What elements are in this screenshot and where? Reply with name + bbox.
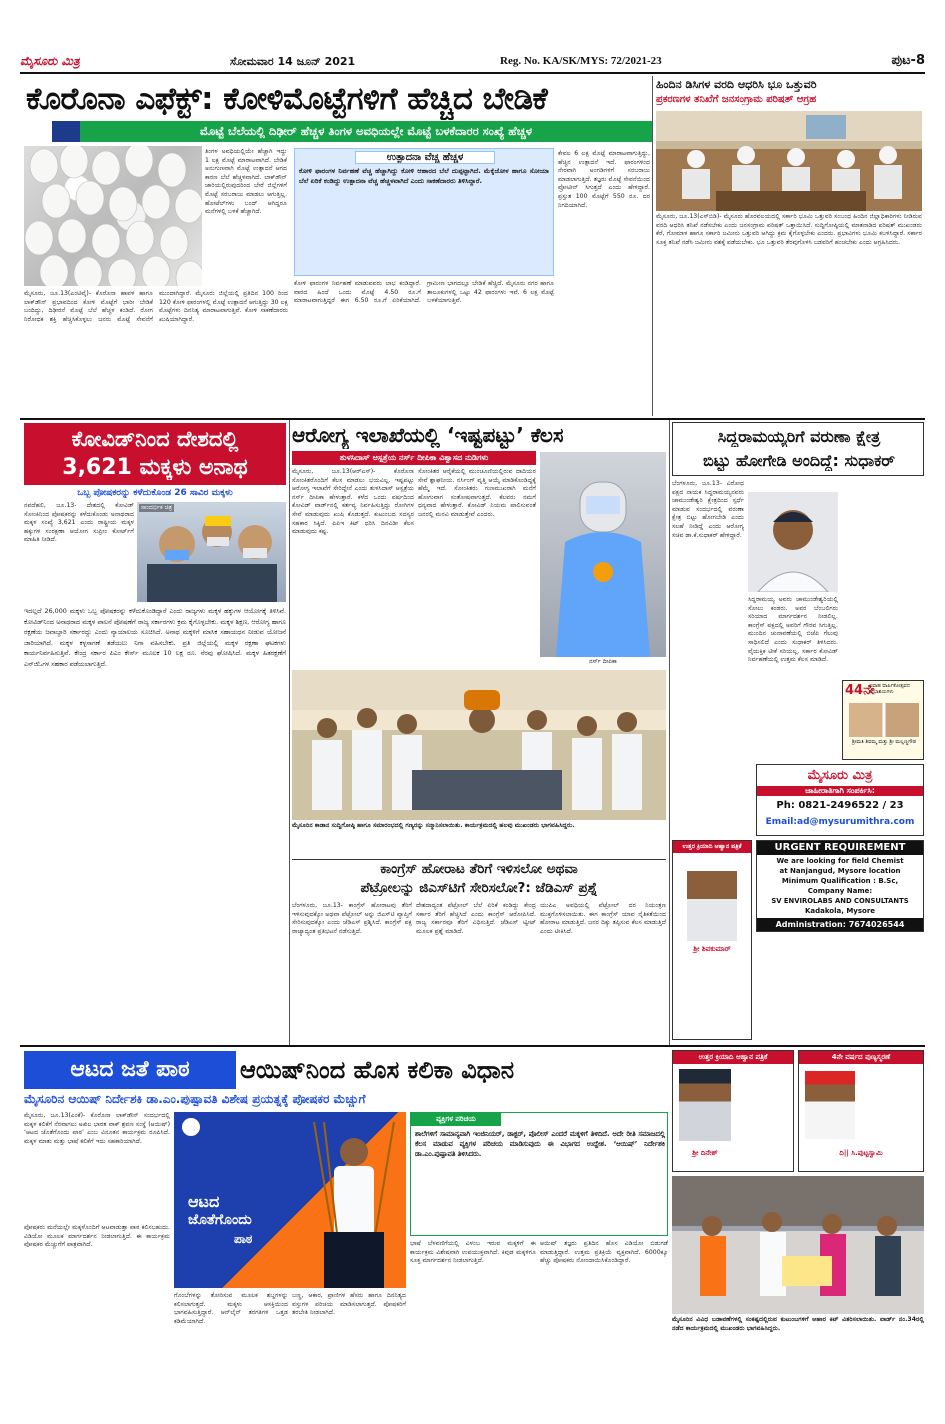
ayush-col5: ಆಯಿಷ್ ತಜ್ಞರು ಪ್ರತಿದಿನ ಹೊಸ ವಿಡಿಯೋ ಬಿಡುಗಡೆ ಮಾಡುತ್ತಿದ್ದಾರೆ. ಉತ್ತಮ ಪ್ರತಿಕ್ರಿಯೆ ವ್ಯಕ್ತವಾಗಿದೆ. 6000ಕ್ಕೂ ಹೆಚ್ಚು ಪೋಷಕರು ನೋಂದಾಯಿಸಿಕೊಂಡಿದ್ದಾರೆ. bbox=[540, 1240, 668, 1265]
top-col4: ಕೇವಲ 6 ಲಕ್ಷ ಮೊಟ್ಟೆ ಮಾರಾಟವಾಗುತ್ತಿದ್ದು, ಹೆಚ್ಚಿನ ಉತ್ಪಾದನೆ ಇದೆ. ಫಾರಂಗಳಿಂದ ನೇರವಾಗಿ ಅಂಗಡಿಗಳಿಗೆ ಸರಬರಾಜು ಮಾಡಲಾಗುತ್ತಿದೆ. ತಜ್ಞರು ಮೊಟ್ಟೆ ಸೇವನೆಯಿಂದ ಪ್ರೋಟೀನ್ ಸಿಗುತ್ತದೆ ಎಂದು ಹೇಳಿದ್ದಾರೆ. ಪ್ರಸ್ತುತ 100 ಮೊಟ್ಟೆಗೆ 550 ರೂ. ದರ ನಿಗದಿಯಾಗಿದೆ. bbox=[558, 150, 650, 209]
poster-emblem bbox=[182, 1118, 200, 1136]
ayush-col3: ಬಣ್ಣ, ಆಕಾರ, ಪ್ರಾಣಿಗಳ ಹೆಸರು ಹಾಗೂ ದಿನನಿತ್ಯದ ವಸ್ತುಗಳ ಪರಿಚಯ ಮಾಡಿಸಲಾಗುತ್ತದೆ. ಪೋಷಕರಿಗೆ ತರಬೇತಿ ನೀಡಲಾಗಿದೆ. bbox=[292, 1292, 406, 1317]
obit3-title: 4ನೇ ವರ್ಷದ ಪುಣ್ಯಸ್ಮರಣೆ bbox=[799, 1051, 923, 1064]
poster-text1: ಆಟದ bbox=[188, 1192, 220, 1211]
siddu-col2: ಸಿದ್ದರಾಮಯ್ಯ ಅವರು ಚಾಮುಂಡೇಶ್ವರಿಯಲ್ಲಿ ಸೋಲು ಕಂಡರು. ಅವರ ಬೆಂಬಲಿಗರು ಸರಿಯಾದ ಮಾರ್ಗದರ್ಶನ ನೀಡಲಿಲ್ಲ. ಕಾಂಗ್ರೆಸ್ ಪಕ್ಷದಲ್ಲಿ ಅವರಿಗೆ ಗೌರವ ಸಿಗುತ್ತಿಲ್ಲ. ಮುಂದಿನ ಚುನಾವಣೆಯಲ್ಲಿ ಬಿಜೆಪಿ ಗೆಲುವು ಸಾಧಿಸಲಿದೆ ಎಂದು ಸುಧಾಕರ್ ತಿಳಿಸಿದರು. ವೈಯಕ್ತಿಕ ಟೀಕೆ ಸರಿಯಲ್ಲ. ಸರ್ಕಾರ ಕೋವಿಡ್ ನಿರ್ವಹಣೆಯಲ್ಲಿ ಉತ್ತಮ ಕೆಲಸ ಮಾಡಿದೆ. bbox=[748, 596, 838, 664]
nurse-caption: ನರ್ಸ್ ದೀಪಿಕಾ bbox=[589, 658, 617, 665]
children-photo bbox=[137, 502, 286, 602]
orphans-headline-box bbox=[24, 423, 286, 485]
ayush-sub: ಮೈಸೂರಿನ ಆಯಿಷ್ ನಿರ್ದೇಶಕಿ ಡಾ.ಎಂ.ಪುಷ್ಪಾವತಿ ವಿಶೇಷ ಪ್ರಯತ್ನಕ್ಕೆ ಪೋಷಕರ ಮೆಚ್ಚುಗೆ bbox=[24, 1092, 366, 1106]
relief-illustration bbox=[672, 1176, 924, 1314]
rule-congress bbox=[292, 859, 666, 860]
ad-obit2 bbox=[672, 1050, 794, 1172]
profile-title: ವ್ಯಕ್ತಿಗಳ ಪರಿಚಯ bbox=[411, 1113, 501, 1126]
poster-text2: ಜೊತೆಗೊಂದು bbox=[188, 1212, 252, 1228]
children-illustration bbox=[137, 502, 286, 602]
congress-headline2: ಪೆಟ್ರೋಲನ್ನು ಜಿಎಸ್‌ಟಿಗೆ ಸೇರಿಸಲೋ?: ಜೆಡಿಎಸ್ ಪ್ರಶ್ನೆ bbox=[360, 880, 598, 896]
masthead-page: ಪುಟ-8 bbox=[891, 53, 925, 68]
obit2-photo bbox=[679, 1069, 731, 1141]
ad-anniversary bbox=[842, 680, 924, 760]
divider-siddu bbox=[669, 420, 670, 1045]
event-photo bbox=[292, 670, 666, 820]
ayush-poster bbox=[174, 1112, 406, 1288]
siddu-headline-box bbox=[672, 422, 924, 476]
masthead-date: ಸೋಮವಾರ 14 ಜೂನ್ 2021 bbox=[230, 55, 356, 68]
anniversary-names: ಶ್ರೀಮತಿ ಶಿವಮ್ಮ ಮತ್ತು ಶ್ರೀ ಮಲ್ಲಣ್ಣಗೌಡ bbox=[852, 739, 916, 745]
children-photo-caption: ಸಾಂದರ್ಭಿಕ ಚಿತ್ರ bbox=[141, 504, 173, 511]
congress-headline1: ಕಾಂಗ್ರೆಸ್ ಹೋರಾಟ ತೆರಿಗೆ ಇಳಿಸಲೋ ಅಥವಾ bbox=[380, 861, 578, 877]
recruit-l3: Minimum Qualification : B.Sc, bbox=[781, 877, 899, 885]
divider-orphans bbox=[289, 420, 290, 1045]
recruit-title: URGENT REQUIREMENT bbox=[757, 841, 923, 855]
event-illustration bbox=[292, 670, 666, 820]
eggs-illustration bbox=[24, 146, 202, 286]
orphans-headline1: ಕೋವಿಡ್‌ನಿಂದ ದೇಶದಲ್ಲಿ bbox=[71, 427, 239, 451]
anniversary-couple bbox=[849, 703, 919, 737]
obit3-photo bbox=[805, 1071, 855, 1139]
orphans-text1: ನವದೆಹಲಿ, ಜೂ.13- ದೇಶದಲ್ಲಿ ಕೋವಿಡ್ ಸೋಂಕಿನಿಂದ ಪೋಷಕರನ್ನು ಕಳೆದುಕೊಂಡು ಅನಾಥರಾದ ಮಕ್ಕಳ ಸಂಖ್ಯೆ 3,621 ಎಂದು ರಾಷ್ಟ್ರೀಯ ಮಕ್ಕಳ ಹಕ್ಕುಗಳ ಸಂರಕ್ಷಣಾ ಆಯೋಗ ಸುಪ್ರೀಂ ಕೋರ್ಟ್‌ಗೆ ಮಾಹಿತಿ ನೀಡಿದೆ. bbox=[24, 502, 134, 544]
ayush-col4: ಭಾಷೆ ಬೆಳವಣಿಗೆಯಲ್ಲಿ ವಿಳಂಬ ಇರುವ ಮಕ್ಕಳಿಗೆ ಈ ಕಾರ್ಯಕ್ರಮ ವಿಶೇಷವಾಗಿ ಉಪಯುಕ್ತವಾಗಿದೆ. ಕಿವುಡ ಮಕ್ಕಳಿಗೂ ಸೂಕ್ತ ಮಾರ್ಗದರ್ಶನ ನೀಡಲಾಗುತ್ತಿದೆ. bbox=[410, 1240, 536, 1265]
top-headline: ಕೊರೊನಾ ಎಫೆಕ್ಟ್: ಕೋಳಿಮೊಟ್ಟೆಗಳಿಗೆ ಹೆಚ್ಚಿದ ಬೇಡಿಕೆ bbox=[26, 81, 548, 117]
orphans-sub: ಒಬ್ಬ ಪೋಷಕರನ್ನು ಕಳೆದುಕೊಂಡ 26 ಸಾವಿರ ಮಕ್ಕಳು bbox=[77, 488, 233, 498]
masthead-logo: ಮೈಸೂರು ಮಿತ್ರ bbox=[20, 54, 80, 68]
right-text: ಮೈಸೂರು, ಜೂ.13(ಎಸ್‌ಬಿಡಿ)- ಮೈಸೂರು ಹೊರವಲಯದಲ್ಲಿ ಸರ್ಕಾರಿ ಭೂಮಿ ಒತ್ತುವರಿ ಸಂಬಂಧ ಹಿಂದಿನ ಜಿಲ್ಲಾಧಿಕಾರಿಗಳು ನೀಡಿರುವ ವರದಿ ಆಧರಿಸಿ ತನಿಖೆ ನಡೆಸಬೇಕು ಎಂದು ಜನಸಂಗ್ರಾಮ ಪರಿಷತ್ ಒತ್ತಾಯಿಸಿದೆ. ಸುದ್ದಿಗೋಷ್ಠಿಯಲ್ಲಿ ಮಾತನಾಡಿದ ಪರಿಷತ್ ಮುಖಂಡರು ಕೆರೆ, ಗೋಮಾಳ ಹಾಗೂ ಸರ್ಕಾರಿ ಜಮೀನು ಒತ್ತುವರಿ ಆಗಿದ್ದು ಕ್ರಮ ಕೈಗೊಳ್ಳಬೇಕು ಎಂದರು. ಪ್ರಭಾವಿಗಳು ಭೂಮಿ ಕಬಳಿಸಿದ್ದಾರೆ. ಸರ್ಕಾರ ಸೂಕ್ತ ತನಿಖೆ ನಡೆಸಿ ಜಮೀನು ವಶಕ್ಕೆ ಪಡೆಯಬೇಕು. ಭೂ ಒತ್ತುವರಿ ತೆರವುಗೊಳಿಸಿ ಬಡವರಿಗೆ ಹಂಚಬೇಕು ಎಂದು ಆಗ್ರಹಿಸಿದರು. bbox=[656, 213, 922, 246]
masthead bbox=[20, 52, 925, 74]
recruit-l7: Administration: 7674026544 bbox=[757, 918, 923, 932]
ad-mitra-phone: Ph: 0821-2496522 / 23 bbox=[776, 800, 904, 811]
top-col3: ಕೋಳಿ ಫಾರಂಗಳ ನಿರ್ವಹಣೆ ಮಾಡುವವರು ಲಾಭ ಕಂಡಿದ್ದಾರೆ. ವಾರದ ಹಿಂದೆ ಒಂದು ಮೊಟ್ಟೆ 4.50 ರೂ.ಗೆ ಮಾರಾಟವಾಗುತ್ತಿದ್ದರೆ ಈಗ 6.50 ರೂ.ಗೆ ಏರಿಕೆಯಾಗಿದೆ. ಗ್ರಾಮೀಣ ಭಾಗದಲ್ಲೂ ಬೇಡಿಕೆ ಹೆಚ್ಚಿದೆ. ಮೈಸೂರು ನಗರ ಹಾಗೂ ತಾಲೂಕುಗಳಲ್ಲಿ ಒಟ್ಟು 42 ಫಾರಂಗಳು ಇವೆ. 6 ಲಕ್ಷ ಮೊಟ್ಟೆ ಬಳಕೆಯಾಗುತ್ತಿವೆ. bbox=[294, 280, 554, 305]
eggs-photo bbox=[24, 146, 202, 286]
congress-col1: ಬೆಂಗಳೂರು, ಜೂ.13- ಕಾಂಗ್ರೆಸ್ ಹೋರಾಟವು ತೆರಿಗೆ ಇಳಿಸುವುದಕ್ಕೋ ಅಥವಾ ಪೆಟ್ರೋಲ್ ಅನ್ನು ಜಿಎಸ್‌ಟಿ ವ್ಯಾಪ್ತಿಗೆ ಸೇರಿಸುವುದಕ್ಕೋ ಎಂದು ಜೆಡಿಎಸ್ ಪ್ರಶ್ನಿಸಿದೆ. ಕಾಂಗ್ರೆಸ್ ಪಕ್ಷ ರಾಜ್ಯಾದ್ಯಂತ ಪ್ರತಿಭಟನೆ ನಡೆಸುತ್ತಿದೆ. bbox=[292, 902, 412, 935]
ad-obit1 bbox=[672, 840, 752, 1040]
rule-1 bbox=[20, 418, 925, 420]
relief-photo bbox=[672, 1176, 924, 1314]
congress-col2: ದೇಶದಾದ್ಯಂತ ಪೆಟ್ರೋಲ್ ಬೆಲೆ ಏರಿಕೆ ಕಂಡಿದ್ದು ಕೇಂದ್ರ ಸರ್ಕಾರ ತೆರಿಗೆ ಹೆಚ್ಚಿಸಿದೆ ಎಂದು ಕಾಂಗ್ರೆಸ್ ಆರೋಪಿಸಿದೆ. ರಾಜ್ಯ ಸರ್ಕಾರವೂ ತೆರಿಗೆ ವಿಧಿಸುತ್ತಿದೆ. ಜೆಡಿಎಸ್ ಟ್ವೀಟ್ ಮೂಲಕ ಪ್ರಶ್ನೆ ಮಾಡಿದೆ. bbox=[416, 902, 536, 935]
orphans-headline2: 3,621 ಮಕ್ಕಳು ಅನಾಥ bbox=[62, 455, 248, 480]
health-col1: ಮೈಸೂರು, ಜೂ.13(ಆರ್‌ಎಸ್)- ಕೊರೊನಾ ಸೋಂಕಿತರೊಂದಿಗೆ ಕೆಲಸ ಮಾಡಲು ಭಯವಿಲ್ಲ. ಇಷ್ಟಪಟ್ಟು ಆರೋಗ್ಯ ಇಲಾಖೆಗೆ ಸೇರಿದ್ದೇನೆ ಎಂದು ತುಳಸಿದಾಸ್ ಆಸ್ಪತ್ರೆಯ ನರ್ಸ್ ದೀಪಿಕಾ ಹೇಳುತ್ತಾರೆ. ಕಳೆದ ಒಂದು ವರ್ಷದಿಂದ ಕೋವಿಡ್ ವಾರ್ಡ್‌ನಲ್ಲಿ ಕರ್ತವ್ಯ ನಿರ್ವಹಿಸುತ್ತಿದ್ದು ರೋಗಿಗಳ ಸೇವೆ ಮಾಡುವುದು ಖುಷಿ ಕೊಡುತ್ತದೆ. ಕುಟುಂಬದ ಸದಸ್ಯರ ಸಹಕಾರ ಸಿಕ್ಕಿದೆ. ಪಿಪಿಇ ಕಿಟ್ ಧರಿಸಿ ದಿನವಿಡೀ ಕೆಲಸ ಮಾಡುವುದು ಕಷ್ಟ. bbox=[292, 468, 414, 536]
ad-mitra-logo: ಮೈಸೂರು ಮಿತ್ರ bbox=[807, 768, 873, 783]
box-title: ಉತ್ಪಾದನಾ ವೆಚ್ಚ ಹೆಚ್ಚಳ bbox=[355, 151, 495, 164]
obit1-name: ಶ್ರೀ ಶಿವಕುಮಾರ್ bbox=[693, 945, 731, 953]
poster-girl-illustration bbox=[304, 1122, 404, 1288]
production-cost-box bbox=[294, 148, 554, 276]
box-text: ಕೋಳಿ ಫಾರಂಗಳ ನಿರ್ವಹಣೆ ವೆಚ್ಚ ಹೆಚ್ಚಾಗಿದ್ದು ಕೋಳಿ ಆಹಾರದ ಬೆಲೆ ದುಪ್ಪಟ್ಟಾಗಿದೆ. ಮೆಕ್ಕೆಜೋಳ ಹಾಗೂ ಸೋಯಾ ಬೆಲೆ ಏರಿಕೆ ಕಂಡಿದ್ದು ಉತ್ಪಾದನಾ ವೆಚ್ಚ ಹೆಚ್ಚಳವಾಗಿದೆ ಎಂದು ಸಾಕಣೆದಾರರು ತಿಳಿಸಿದ್ದಾರೆ. bbox=[299, 167, 549, 185]
obit2-title: ಉತ್ತರ ಕ್ರಿಯಾದಿ ಆಹ್ವಾನ ಪತ್ರಿಕೆ bbox=[673, 1051, 793, 1064]
anniversary-title: ವಿವಾಹ ವಾರ್ಷಿಕೋತ್ಸವದ ಶುಭಾಶಯಗಳು bbox=[869, 683, 910, 695]
nurse-illustration bbox=[540, 452, 666, 657]
health-headline: ಆರೋಗ್ಯ ಇಲಾಖೆಯಲ್ಲಿ ‘ಇಷ್ಟಪಟ್ಟು’ ಕೆಲಸ bbox=[292, 423, 564, 447]
ayush-col1: ಮೈಸೂರು, ಜೂ.13(ಎಂಕೆ)- ಕೊರೊನಾ ಲಾಕ್‌ಡೌನ್ ಸಂದರ್ಭದಲ್ಲಿ ಮಕ್ಕಳ ಕಲಿಕೆಗೆ ನೆರವಾಗಲು ಅಖಿಲ ಭಾರತ ವಾಕ್ ಶ್ರವಣ ಸಂಸ್ಥೆ (ಆಯಿಷ್) ‘ಆಟದ ಜೊತೆಗೊಂದು ಪಾಠ’ ಎಂಬ ವಿನೂತನ ಕಾರ್ಯಕ್ರಮ ರೂಪಿಸಿದೆ. ಮಕ್ಕಳ ಮಾತು ಮತ್ತು ಭಾಷೆ ಕಲಿಕೆಗೆ ಇದು ಸಹಕಾರಿಯಾಗಿದೆ. bbox=[24, 1112, 170, 1145]
ad-mitra-email: Email:ad@mysurumithra.com bbox=[765, 817, 915, 827]
health-sub: ತುಳಸಿದಾಸ್ ಆಸ್ಪತ್ರೆಯ ನರ್ಸ್ ದೀಪಿಕಾ ವಿಶ್ವಾಸದ ನುಡಿಗಳು bbox=[292, 451, 536, 465]
divider-right bbox=[652, 76, 653, 416]
siddu-col1: ಬೆಂಗಳೂರು, ಜೂ.13- ವಿರೋಧ ಪಕ್ಷದ ನಾಯಕ ಸಿದ್ದರಾಮಯ್ಯನವರು ಚಾಮುಂಡೇಶ್ವರಿ ಕ್ಷೇತ್ರದಿಂದ ಸ್ಪರ್ಧೆ ಮಾಡುವ ಸಂದರ್ಭದಲ್ಲಿ ವರುಣಾ ಕ್ಷೇತ್ರ ಬಿಟ್ಟು ಹೋಗಬೇಡಿ ಎಂದು ಸಲಹೆ ನೀಡಿದ್ದೆ ಎಂದು ಆರೋಗ್ಯ ಸಚಿವ ಡಾ.ಕೆ.ಸುಧಾಕರ್ ಹೇಳಿದ್ದಾರೆ. bbox=[672, 480, 744, 539]
sudhakar-photo bbox=[748, 492, 838, 592]
siddu-headline2: ಬಿಟ್ಟು ಹೋಗೇಡಿ ಅಂದಿದ್ದೆ: ಸುಧಾಕರ್ bbox=[703, 451, 895, 470]
orphans-text2: ಇದಲ್ಲದೆ 26,000 ಮಕ್ಕಳು ಒಬ್ಬ ಪೋಷಕರನ್ನು ಕಳೆದುಕೊಂಡಿದ್ದಾರೆ ಎಂದು ರಾಜ್ಯಗಳು ಮಕ್ಕಳ ಹಕ್ಕುಗಳ ಆಯೋಗಕ್ಕೆ ತಿಳಿಸಿವೆ. ಕೋವಿಡ್‌ನಿಂದ ಅನಾಥರಾದ ಮಕ್ಕಳ ಪಾಲನೆ ಪೋಷಣೆಗೆ ರಾಜ್ಯ ಸರ್ಕಾರಗಳು ಕ್ರಮ ಕೈಗೊಳ್ಳಬೇಕು. ಮಕ್ಕಳ ಶಿಕ್ಷಣ, ಆರೋಗ್ಯ ಹಾಗೂ ರಕ್ಷಣೆಯ ಜವಾಬ್ದಾರಿ ಸರ್ಕಾರದ್ದು ಎಂದು ನ್ಯಾಯಾಲಯ ಸೂಚಿಸಿದೆ. ಅನಾಥ ಮಕ್ಕಳಿಗೆ ಮಾಸಿಕ ಸಹಾಯಧನ ನೀಡುವ ಯೋಜನೆ ಜಾರಿಯಾಗಿದೆ. ಮಕ್ಕಳ ಕಳ್ಳಸಾಗಣೆ ತಡೆಯಲು ನಿಗಾ ವಹಿಸಬೇಕು. ಪ್ರತಿ ಜಿಲ್ಲೆಯಲ್ಲಿ ಮಕ್ಕಳ ರಕ್ಷಣಾ ಘಟಕಗಳು ಕಾರ್ಯನಿರ್ವಹಿಸುತ್ತಿವೆ. ಕೇಂದ್ರ ಸರ್ಕಾರ ಪಿಎಂ ಕೇರ್ಸ್ ಮೂಲಕ 10 ಲಕ್ಷ ರೂ. ನೆರವು ಘೋಷಿಸಿದೆ. ಮಕ್ಕಳ ಹಿತರಕ್ಷಣೆಗೆ ಎನ್‌ಜಿಓಗಳ ಸಹಕಾರ ಪಡೆಯಲಾಗುತ್ತಿದೆ. bbox=[24, 607, 286, 668]
ayush-col2: ಗೊಂಬೆಗಳನ್ನು ತೋರಿಸುವ ಮೂಲಕ ಶಬ್ದಗಳನ್ನು ಕಲಿಸಲಾಗುತ್ತದೆ. ಮಕ್ಕಳು ಆಸಕ್ತಿಯಿಂದ ಭಾಗವಹಿಸುತ್ತಿದ್ದಾರೆ. ಆನ್‌ಲೈನ್ ತರಗತಿಗಳ ಒತ್ತಡ ಕಡಿಮೆಯಾಗಿದೆ. bbox=[174, 1292, 288, 1325]
meeting-photo bbox=[656, 111, 922, 211]
ayush-headline-b: ಆಯಿಷ್‌ನಿಂದ ಹೊಸ ಕಲಿಕಾ ವಿಧಾನ bbox=[240, 1056, 515, 1084]
ayush-profile-box bbox=[410, 1112, 668, 1236]
top-col2: ಮೈಸೂರು, ಜೂ.13(ಎಂಟಿವೈ)- ಕೊರೊನಾ ಹಾವಳಿ ಹಾಗೂ ಲಾಕ್‌ಡೌನ್ ಪ್ರಭಾವದಿಂದ ಕೋಳಿ ಮೊಟ್ಟೆಗೆ ಭಾರೀ ಬೇಡಿಕೆ ಬಂದಿದ್ದು, ದಿಢೀರನೆ ಮೊಟ್ಟೆ ಬೆಲೆ ಹೆಚ್ಚಳ ಕಂಡಿದೆ. ರೋಗ ನಿರೋಧಕ ಶಕ್ತಿ ಹೆಚ್ಚಿಸಿಕೊಳ್ಳಲು ಜನರು ಮೊಟ್ಟೆ ಸೇವನೆಗೆ ಮುಂದಾಗಿದ್ದಾರೆ. ಮೈಸೂರು ಜಿಲ್ಲೆಯಲ್ಲಿ ಪ್ರತಿದಿನ 100 ರಿಂದ 120 ಕೋಳಿ ಫಾರಂಗಳಲ್ಲಿ ಮೊಟ್ಟೆ ಉತ್ಪಾದನೆ ಆಗುತ್ತಿದ್ದು 30 ಲಕ್ಷ ಮೊಟ್ಟೆಗಳು ದಿನನಿತ್ಯ ಮಾರಾಟವಾಗುತ್ತಿವೆ. ಕೋಳಿ ಸಾಕಣೆದಾರರು ಖುಷಿಯಾಗಿದ್ದಾರೆ. bbox=[24, 290, 288, 323]
recruit-l4: Company Name: bbox=[807, 887, 873, 895]
recruit-l2: at Nanjangud, Mysore location bbox=[779, 867, 901, 875]
top-strap: ಮೊಟ್ಟೆ ಬೆಲೆಯಲ್ಲಿ ದಿಢೀರ್ ಹೆಚ್ಚಳ ತಿಂಗಳ ಅವಧಿಯಲ್ಲೇ ಮೊಟ್ಟೆ ಬಳಕೆದಾರರ ಸಂಖ್ಯೆ ಹೆಚ್ಚಳ bbox=[52, 121, 652, 142]
rule-2 bbox=[20, 1045, 925, 1047]
relief-caption: ಮೈಸೂರಿನ ವಿವಿಧ ಬಡಾವಣೆಗಳಲ್ಲಿ ಸಂಕಷ್ಟದಲ್ಲಿರುವ ಕುಟುಂಬಗಳಿಗೆ ಆಹಾರ ಕಿಟ್ ವಿತರಿಸಲಾಯಿತು. ವಾರ್ಡ್ ನಂ.34ರಲ್ಲಿ ನಡೆದ ಕಾರ್ಯಕ್ರಮದಲ್ಲಿ ಮುಖಂಡರು ಭಾಗವಹಿಸಿದ್ದರು. bbox=[672, 1316, 924, 1332]
congress-col3: ಯುಪಿಎ ಅವಧಿಯಲ್ಲಿ ಪೆಟ್ರೋಲ್ ದರ ನಿಯಂತ್ರಣ ಮುಕ್ತಗೊಳಿಸಲಾಯಿತು. ಈಗ ಕಾಂಗ್ರೆಸ್ ಯಾವ ನೈತಿಕತೆಯಿಂದ ಹೋರಾಟ ಮಾಡುತ್ತಿದೆ. ಜನರ ದಿಕ್ಕು ತಪ್ಪಿಸುವ ಕೆಲಸ ಮಾಡುತ್ತಿದೆ ಎಂದು ಟೀಕಿಸಿದೆ. bbox=[540, 902, 666, 935]
ad-mitra bbox=[756, 764, 924, 836]
obit1-title: ಉತ್ತರ ಕ್ರಿಯಾದಿ ಆಹ್ವಾನ ಪತ್ರಿಕೆ bbox=[673, 841, 751, 853]
poster-text3: ಪಾಠ bbox=[234, 1232, 253, 1246]
right-headline2: ಪ್ರಕರಣಗಳ ತನಿಖೆಗೆ ಜನಸಂಗ್ರಾಮ ಪರಿಷತ್ ಆಗ್ರಹ bbox=[656, 94, 817, 105]
obit1-photo bbox=[687, 871, 737, 941]
ad-mitra-line1: ಜಾಹೀರಾತಿಗಾಗಿ ಸಂಪರ್ಕಿಸಿ: bbox=[757, 786, 923, 796]
masthead-reg: Reg. No. KA/SK/MYS: 72/2021-23 bbox=[500, 55, 662, 67]
ayush-headline-a: ಆಟದ ಜತೆ ಪಾಠ bbox=[24, 1051, 236, 1089]
obit3-name: ದಿ|| ಸಿ.ಪುಟ್ಟಸ್ವಾಮಿ bbox=[839, 1149, 883, 1157]
obit2-name: ಶ್ರೀ ದಿನೇಶ್ bbox=[692, 1149, 718, 1157]
sudhakar-illustration bbox=[748, 492, 838, 592]
event-caption: ಮೈಸೂರಿನ ಕಾಡಾನ ಸುದ್ದಿಗೋಷ್ಠಿ ಹಾಗೂ ಸಮಾರಂಭದಲ್ಲಿ ಗಣ್ಯರನ್ನು ಸನ್ಮಾನಿಸಲಾಯಿತು. ಕಾರ್ಯಕ್ರಮದಲ್ಲಿ ಹಲವು ಮುಖಂಡರು ಭಾಗವಹಿಸಿದ್ದರು. bbox=[292, 822, 575, 829]
anniversary-years: 44ನೇ bbox=[845, 683, 875, 698]
top-col1: ತಿಂಗಳ ಅವಧಿಯಲ್ಲಿಯೇ ಹೆಚ್ಚಾಗಿ ಇದ್ದು 1 ಲಕ್ಷ ಮೊಟ್ಟೆ ಮಾರಾಟವಾಗಿದೆ. ಬೇಡಿಕೆ ಅನುಗುಣವಾಗಿ ಮೊಟ್ಟೆ ಉತ್ಪಾದನೆ ಆಗದ ಕಾರಣ ಬೆಲೆ ಹೆಚ್ಚಳವಾಗಿದೆ. ಲಾಕ್‌ಡೌನ್ ಜಾರಿಯಲ್ಲಿರುವುದರಿಂದ ಬೇರೆ ಜಿಲ್ಲೆಗಳಿಗೆ ಮೊಟ್ಟೆ ಸರಬರಾಜು ಮಾಡಲು ಆಗುತ್ತಿಲ್ಲ. ಹೋಟೆಲ್‌ಗಳು ಬಂದ್ ಆಗಿದ್ದರೂ ಮನೆಗಳಲ್ಲಿ ಬಳಕೆ ಹೆಚ್ಚಾಗಿದೆ. bbox=[205, 148, 287, 216]
nurse-photo bbox=[540, 452, 666, 657]
recruit-l6: Kadakola, Mysore bbox=[804, 907, 876, 915]
meeting-illustration bbox=[656, 111, 922, 211]
ad-obit3 bbox=[798, 1050, 924, 1172]
recruit-l5: SV ENVIROLABS AND CONSULTANTS bbox=[771, 897, 909, 905]
ad-recruit bbox=[756, 840, 924, 932]
right-headline1: ಹಿಂದಿನ ಡಿಸಿಗಳ ವರದಿ ಆಧರಿಸಿ ಭೂ ಒತ್ತುವರಿ bbox=[656, 78, 817, 91]
recruit-l1: We are looking for field Chemist bbox=[776, 857, 904, 865]
profile-text: ಶಾಲೆಗಳಿಗೆ ಸಾಮಾನ್ಯವಾಗಿ ಇಂಜಿನಿಯರ್, ಡಾಕ್ಟರ್, ಪೊಲೀಸ್ ಎಂದರೆ ಮಕ್ಕಳಿಗೆ ತಿಳಿದಿದೆ. ಅದೇ ರೀತಿ ಸಮಾಜದಲ್ಲಿ ಕೆಲಸ ಮಾಡುವ ವ್ಯಕ್ತಿಗಳ ಪರಿಚಯ ಮಾಡಿಸುವುದು ಈ ವಿಭಾಗದ ಉದ್ದೇಶ. ‘ಆಯಿಷ್’ ನಿರ್ದೇಶಕಿ ಡಾ.ಎಂ.ಪುಷ್ಪಾವತಿ ತಿಳಿಸಿದರು. bbox=[415, 1130, 665, 1158]
siddu-headline1: ಸಿದ್ದರಾಮಯ್ಯರಿಗೆ ವರುಣಾ ಕ್ಷೇತ್ರ bbox=[717, 427, 881, 446]
ayush-col1b: ಪೋಷಕರು ಮನೆಯಲ್ಲೇ ಮಕ್ಕಳೊಂದಿಗೆ ಆಟವಾಡುತ್ತಾ ಪಾಠ ಕಲಿಸಬಹುದು. ವಿಡಿಯೋ ಮೂಲಕ ಮಾರ್ಗದರ್ಶನ ನೀಡಲಾಗುತ್ತಿದೆ. ಈ ಕಾರ್ಯಕ್ರಮ ಪೋಷಕರ ಮೆಚ್ಚುಗೆಗೆ ಪಾತ್ರವಾಗಿದೆ. bbox=[24, 1224, 170, 1249]
health-col2: ಸೋಂಕಿತರ ಆರೈಕೆಯಲ್ಲಿ ಮುಂಚೂಣಿಯಲ್ಲಿರುವ ದಾದಿಯರ ಸೇವೆ ಶ್ಲಾಘನೀಯ. ನರ್ಸಿಂಗ್ ವೃತ್ತಿ ಆಯ್ಕೆ ಮಾಡಿಕೊಂಡಿದ್ದಕ್ಕೆ ಹೆಮ್ಮೆ ಇದೆ. ಸೋಂಕಿತರು ಗುಣಮುಖರಾಗಿ ಮನೆಗೆ ಹೋಗುವಾಗ ಸಂತೋಷವಾಗುತ್ತದೆ. ಕೆಲವರು ನಮಗೆ ಧನ್ಯವಾದ ಹೇಳುತ್ತಾರೆ. ಕೋವಿಡ್ ನಿಯಮ ಪಾಲಿಸುವಂತೆ ಜನರಲ್ಲಿ ಮನವಿ ಮಾಡುತ್ತೇವೆ ಎಂದರು. bbox=[418, 468, 536, 518]
